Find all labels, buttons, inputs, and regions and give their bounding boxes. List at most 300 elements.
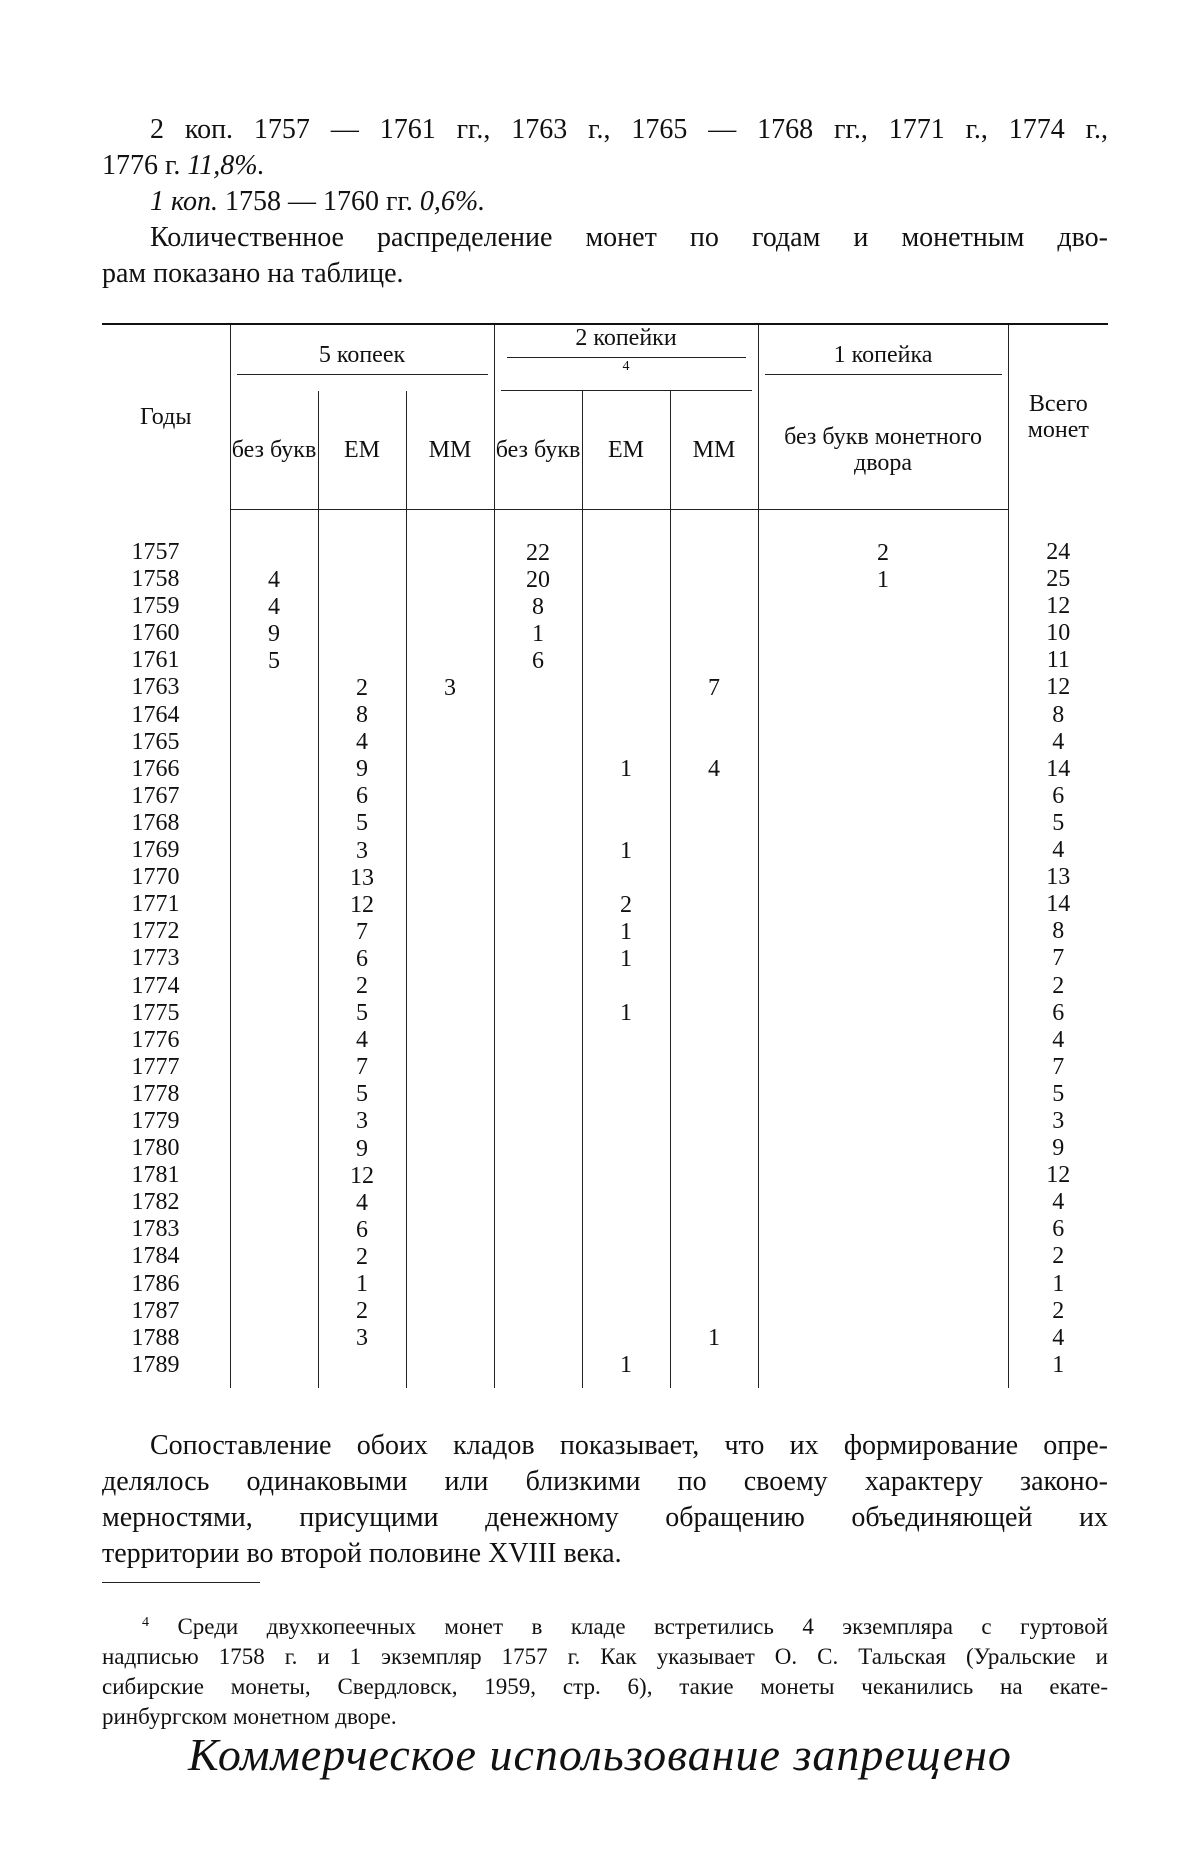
count-cell <box>231 1190 318 1217</box>
intro-line3-percent: 0,6%. <box>419 186 486 217</box>
count-cell <box>583 1244 670 1271</box>
count-cell: 14 <box>1046 755 1071 782</box>
count-cell <box>231 865 318 892</box>
footnote-mark: 4 <box>142 1615 149 1630</box>
count-cell <box>583 675 670 702</box>
count-cell <box>759 1190 1008 1217</box>
count-cell <box>671 702 758 729</box>
count-cell <box>671 1108 758 1135</box>
conclusion-text1: Сопоставление обоих кладов показывает, что их формирование опре- <box>150 1430 1108 1461</box>
count-cell: 4 <box>356 1189 368 1216</box>
count-cell <box>231 973 318 1000</box>
count-cell: 1 <box>620 1352 633 1379</box>
count-cell <box>759 1054 1008 1081</box>
count-cell: 4 <box>1052 728 1065 755</box>
count-cell <box>671 1163 758 1190</box>
count-cell <box>319 1352 406 1379</box>
conclusion-line4: территории во второй половине XVIII века. <box>102 1538 622 1569</box>
count-cell <box>495 675 582 702</box>
count-cell <box>407 621 494 648</box>
count-cell <box>671 594 758 621</box>
count-cell <box>495 729 582 756</box>
count-cell <box>231 675 318 702</box>
header-group-5-kopecks <box>230 324 494 391</box>
count-cell <box>759 1108 1008 1135</box>
header-group-5-label: 5 копеек <box>237 342 488 375</box>
count-cell <box>759 892 1008 919</box>
count-cell: 9 <box>1052 1135 1065 1162</box>
count-cell: 2 <box>620 891 633 918</box>
footnote-text1: Среди двухкопеечных монет в кладе встретились 4 экземпляра с гуртовой <box>149 1614 1108 1639</box>
header-5k-em: ЕМ <box>318 391 406 509</box>
year-cell: 1769 <box>131 837 180 864</box>
footnote-line1 <box>102 1612 1108 1642</box>
count-cell <box>759 865 1008 892</box>
header-2k-em: ЕМ <box>582 391 670 509</box>
count-cell: 8 <box>356 702 368 729</box>
count-cell: 6 <box>1052 999 1065 1026</box>
count-cell <box>671 783 758 810</box>
count-cell <box>231 919 318 946</box>
column-2k-em <box>582 509 670 1388</box>
count-cell <box>231 1054 318 1081</box>
year-cell: 1784 <box>131 1243 180 1270</box>
count-cell <box>495 946 582 973</box>
intro-paragraph-text1: Количественное распределение монет по годам и монетным дво- <box>150 222 1108 253</box>
count-cell <box>671 1244 758 1271</box>
count-cell <box>759 702 1008 729</box>
count-cell <box>407 1352 494 1379</box>
count-cell <box>583 1325 670 1352</box>
intro-line2-prefix: 1776 г. <box>102 150 188 181</box>
count-cell: 9 <box>268 620 280 647</box>
count-cell: 4 <box>356 729 368 756</box>
count-cell: 7 <box>708 674 721 701</box>
count-cell <box>495 756 582 783</box>
count-cell <box>231 1271 318 1298</box>
count-cell: 1 <box>620 1000 633 1027</box>
count-cell: 5 <box>356 810 368 837</box>
count-cell <box>671 540 758 567</box>
count-cell: 7 <box>1052 945 1065 972</box>
count-cell <box>759 810 1008 837</box>
count-cell: 10 <box>1046 620 1071 647</box>
count-cell <box>583 973 670 1000</box>
count-cell <box>495 1298 582 1325</box>
header-years: Годы <box>102 324 230 509</box>
count-cell <box>495 919 582 946</box>
year-cell: 1786 <box>131 1270 180 1297</box>
header-5k-no-letters: без букв <box>230 391 318 509</box>
intro-line3-label: 1 коп. <box>150 186 219 217</box>
count-cell <box>671 919 758 946</box>
count-cell <box>671 1217 758 1244</box>
year-cell: 1774 <box>131 972 180 999</box>
count-cell <box>671 1298 758 1325</box>
count-cell <box>407 946 494 973</box>
count-cell <box>583 783 670 810</box>
count-cell <box>495 1244 582 1271</box>
column-2k-mm <box>670 509 758 1388</box>
count-cell: 2 <box>356 1243 368 1270</box>
count-cell <box>231 1352 318 1379</box>
count-cell: 6 <box>356 945 368 972</box>
year-cell: 1788 <box>131 1324 180 1351</box>
count-cell: 20 <box>526 566 551 593</box>
header-1k-no-mint-letters: без букв монетного двора <box>758 391 1008 509</box>
count-cell <box>495 1000 582 1027</box>
year-cell: 1777 <box>131 1053 180 1080</box>
count-cell: 6 <box>1052 782 1065 809</box>
count-cell <box>231 1000 318 1027</box>
count-cell <box>231 1027 318 1054</box>
count-cell: 2 <box>356 973 368 999</box>
count-cell <box>231 1108 318 1135</box>
count-cell <box>231 810 318 837</box>
count-cell <box>671 1081 758 1108</box>
count-cell <box>759 919 1008 946</box>
count-cell <box>495 1081 582 1108</box>
count-cell: 12 <box>350 1162 374 1189</box>
count-cell <box>231 729 318 756</box>
year-cell: 1772 <box>131 918 180 945</box>
count-cell <box>407 973 494 1000</box>
year-cell: 1773 <box>131 945 180 972</box>
count-cell <box>583 729 670 756</box>
count-cell: 3 <box>1052 1107 1065 1134</box>
count-cell <box>759 756 1008 783</box>
count-cell: 5 <box>1052 1080 1065 1107</box>
count-cell <box>495 702 582 729</box>
count-cell <box>231 756 318 783</box>
footnote <box>102 1612 1108 1732</box>
year-cell: 1780 <box>131 1135 180 1162</box>
count-cell: 6 <box>1052 1216 1065 1243</box>
year-cell: 1757 <box>131 539 180 565</box>
count-cell <box>407 1108 494 1135</box>
count-cell <box>495 783 582 810</box>
header-total-coins: Всего монет <box>1008 324 1108 509</box>
count-cell: 7 <box>356 918 368 945</box>
count-cell <box>231 1136 318 1163</box>
count-cell <box>671 1190 758 1217</box>
count-cell <box>495 1027 582 1054</box>
count-cell: 4 <box>268 593 280 620</box>
count-cell: 1 <box>708 1325 721 1352</box>
year-cell: 1771 <box>131 891 180 918</box>
count-cell: 6 <box>356 783 368 810</box>
count-cell <box>231 702 318 729</box>
year-cell: 1764 <box>131 701 180 728</box>
count-cell <box>231 892 318 919</box>
count-cell <box>583 1054 670 1081</box>
count-cell: 6 <box>532 647 545 674</box>
intro-paragraph-line2: рам показано на таблице. <box>102 258 404 289</box>
year-cell: 1787 <box>131 1297 180 1324</box>
count-cell <box>583 1136 670 1163</box>
count-cell <box>671 1271 758 1298</box>
count-cell <box>407 540 494 567</box>
count-cell <box>759 1298 1008 1325</box>
year-cell: 1760 <box>131 620 180 647</box>
count-cell <box>583 540 670 567</box>
count-cell <box>407 1190 494 1217</box>
count-cell <box>495 973 582 1000</box>
count-cell <box>231 783 318 810</box>
count-cell <box>759 946 1008 973</box>
column-5k-no-letters <box>230 509 318 1388</box>
count-cell <box>319 540 406 567</box>
count-cell <box>583 865 670 892</box>
year-cell: 1781 <box>131 1162 180 1189</box>
intro-line-2kop <box>102 112 1108 148</box>
count-cell <box>231 838 318 865</box>
intro-line-1776 <box>102 148 1108 184</box>
year-cell: 1758 <box>131 566 180 593</box>
year-cell: 1783 <box>131 1216 180 1243</box>
count-cell <box>407 1244 494 1271</box>
count-cell: 13 <box>1046 864 1071 891</box>
column-5k-mm <box>406 509 494 1388</box>
year-cell: 1778 <box>131 1080 180 1107</box>
count-cell <box>759 1244 1008 1271</box>
count-cell <box>583 1298 670 1325</box>
count-cell <box>759 648 1008 675</box>
conclusion-line3: мерностями, присущими денежному обращению объединяющей их <box>102 1502 1108 1533</box>
count-cell <box>759 1217 1008 1244</box>
count-cell: 2 <box>1052 1243 1065 1270</box>
count-cell <box>583 810 670 837</box>
count-cell: 5 <box>356 1081 368 1108</box>
count-cell <box>319 621 406 648</box>
header-group-2-label <box>501 325 752 391</box>
count-cell <box>583 567 670 594</box>
column-1k <box>758 509 1008 1388</box>
count-cell <box>583 621 670 648</box>
year-cell: 1776 <box>131 1026 180 1053</box>
count-cell <box>671 729 758 756</box>
count-cell: 4 <box>708 756 721 783</box>
count-cell <box>319 594 406 621</box>
count-cell <box>759 1163 1008 1190</box>
count-cell <box>495 1136 582 1163</box>
count-cell: 5 <box>268 647 280 674</box>
count-cell <box>407 1000 494 1027</box>
count-cell: 24 <box>1046 539 1071 565</box>
count-cell <box>671 1136 758 1163</box>
count-cell <box>583 1190 670 1217</box>
count-cell: 3 <box>356 1108 368 1135</box>
year-cell: 1770 <box>131 864 180 891</box>
count-cell <box>583 1217 670 1244</box>
count-cell <box>407 1027 494 1054</box>
count-cell: 12 <box>1046 1162 1071 1189</box>
count-cell <box>495 1217 582 1244</box>
intro-line1-text: 2 коп. 1757 — 1761 гг., 1763 г., 1765 — 1768 гг., 1771 г., 1774 г., <box>150 114 1108 145</box>
footnote-divider <box>102 1582 260 1583</box>
count-cell <box>231 1244 318 1271</box>
count-cell: 2 <box>877 539 890 566</box>
count-cell <box>407 1054 494 1081</box>
count-cell <box>231 1325 318 1352</box>
count-cell <box>319 567 406 594</box>
year-cell: 1768 <box>131 809 180 836</box>
count-cell <box>495 1325 582 1352</box>
count-cell: 1 <box>532 620 545 647</box>
count-cell <box>495 810 582 837</box>
count-cell <box>319 648 406 675</box>
count-cell: 5 <box>1052 809 1065 836</box>
footnote-line2: надписью 1758 г. и 1 экземпляр 1757 г. Как указывает О. С. Тальская (Уральские и <box>102 1644 1108 1669</box>
year-cell: 1763 <box>131 674 180 701</box>
year-cell: 1761 <box>131 647 180 674</box>
count-cell <box>671 567 758 594</box>
count-cell <box>495 1163 582 1190</box>
count-cell <box>671 892 758 919</box>
count-cell <box>495 1352 582 1379</box>
count-cell <box>759 594 1008 621</box>
count-cell <box>495 1190 582 1217</box>
count-cell <box>759 1325 1008 1352</box>
count-cell: 2 <box>1052 1297 1065 1324</box>
count-cell <box>583 1163 670 1190</box>
table-body-row <box>102 509 1108 1388</box>
header-group-2-kopecks <box>494 324 758 391</box>
count-cell <box>407 1325 494 1352</box>
count-cell: 2 <box>356 674 368 701</box>
count-cell: 4 <box>268 566 280 593</box>
count-cell <box>231 1217 318 1244</box>
count-cell: 12 <box>350 891 374 918</box>
footnote-line3: сибирские монеты, Свердловск, 1959, стр. 6), такие монеты чеканились на екате- <box>102 1674 1108 1699</box>
count-cell <box>671 621 758 648</box>
count-cell <box>583 1027 670 1054</box>
count-cell: 9 <box>356 756 368 783</box>
count-cell <box>407 810 494 837</box>
count-cell: 8 <box>1052 701 1065 728</box>
column-years <box>102 509 230 1388</box>
count-cell <box>671 1352 758 1379</box>
count-cell <box>407 783 494 810</box>
count-cell <box>407 865 494 892</box>
count-cell: 1 <box>1052 1270 1065 1297</box>
count-cell <box>583 1271 670 1298</box>
count-cell <box>495 1271 582 1298</box>
count-cell: 3 <box>356 1325 368 1352</box>
count-cell <box>583 648 670 675</box>
count-cell <box>671 946 758 973</box>
count-cell: 8 <box>532 593 545 620</box>
count-cell <box>759 838 1008 865</box>
footnote-line4: ринбургском монетном дворе. <box>102 1704 397 1729</box>
count-cell <box>407 648 494 675</box>
count-cell <box>231 946 318 973</box>
count-cell <box>231 1163 318 1190</box>
count-cell <box>407 1163 494 1190</box>
year-cell: 1765 <box>131 728 180 755</box>
count-cell: 9 <box>356 1135 368 1162</box>
count-cell: 3 <box>444 674 456 701</box>
count-cell: 1 <box>620 756 633 783</box>
count-cell <box>583 1081 670 1108</box>
count-cell <box>231 540 318 567</box>
count-cell: 1 <box>1052 1351 1065 1378</box>
count-cell <box>671 865 758 892</box>
count-cell <box>759 1000 1008 1027</box>
count-cell <box>671 648 758 675</box>
count-cell <box>407 729 494 756</box>
count-cell <box>671 810 758 837</box>
count-cell <box>407 919 494 946</box>
watermark-notice: Коммерческое использование запрещено <box>188 1729 1012 1780</box>
count-cell <box>495 838 582 865</box>
count-cell <box>671 1054 758 1081</box>
column-total <box>1008 509 1108 1388</box>
year-cell: 1789 <box>131 1351 180 1378</box>
count-cell <box>407 1271 494 1298</box>
column-2k-no-letters <box>494 509 582 1388</box>
year-cell: 1766 <box>131 755 180 782</box>
intro-line3-years: 1758 — 1760 гг. <box>218 186 420 217</box>
count-cell <box>583 594 670 621</box>
count-cell <box>671 838 758 865</box>
count-cell: 7 <box>356 1054 368 1081</box>
count-cell: 13 <box>350 864 374 891</box>
header-2k-mm: ММ <box>670 391 758 509</box>
count-cell <box>759 675 1008 702</box>
count-cell <box>407 594 494 621</box>
count-cell: 7 <box>1052 1053 1065 1080</box>
count-cell <box>407 1081 494 1108</box>
count-cell <box>495 1054 582 1081</box>
header-group-1-kopeck <box>758 324 1008 391</box>
count-cell <box>407 567 494 594</box>
count-cell <box>495 1108 582 1135</box>
year-cell: 1767 <box>131 782 180 809</box>
count-cell: 12 <box>1046 593 1071 620</box>
count-cell <box>671 1000 758 1027</box>
count-cell <box>759 783 1008 810</box>
count-cell <box>407 1217 494 1244</box>
year-cell: 1759 <box>131 593 180 620</box>
conclusion-line2: делялось одинаковыми или близкими по своему характеру законо- <box>102 1466 1108 1497</box>
year-cell: 1779 <box>131 1107 180 1134</box>
count-cell <box>583 1108 670 1135</box>
count-cell <box>759 729 1008 756</box>
count-cell: 22 <box>526 539 551 566</box>
count-cell: 4 <box>1052 837 1065 864</box>
count-cell <box>759 973 1008 1000</box>
count-cell: 4 <box>1052 1324 1065 1351</box>
count-cell <box>759 1352 1008 1379</box>
intro-paragraph-line1 <box>102 220 1108 256</box>
count-cell <box>407 892 494 919</box>
header-2k-no-letters: без букв <box>494 391 582 509</box>
count-cell: 14 <box>1046 891 1071 918</box>
count-cell: 1 <box>877 566 890 593</box>
count-cell <box>231 1081 318 1108</box>
intro-line2-percent: 11,8%. <box>187 150 265 181</box>
count-cell: 4 <box>356 1027 368 1054</box>
count-cell: 1 <box>620 837 633 864</box>
year-cell: 1775 <box>131 999 180 1026</box>
count-cell <box>495 892 582 919</box>
count-cell <box>583 702 670 729</box>
count-cell: 3 <box>356 837 368 864</box>
header-group-2-text: 2 копейки <box>507 325 746 358</box>
count-cell <box>759 621 1008 648</box>
year-cell: 1782 <box>131 1189 180 1216</box>
